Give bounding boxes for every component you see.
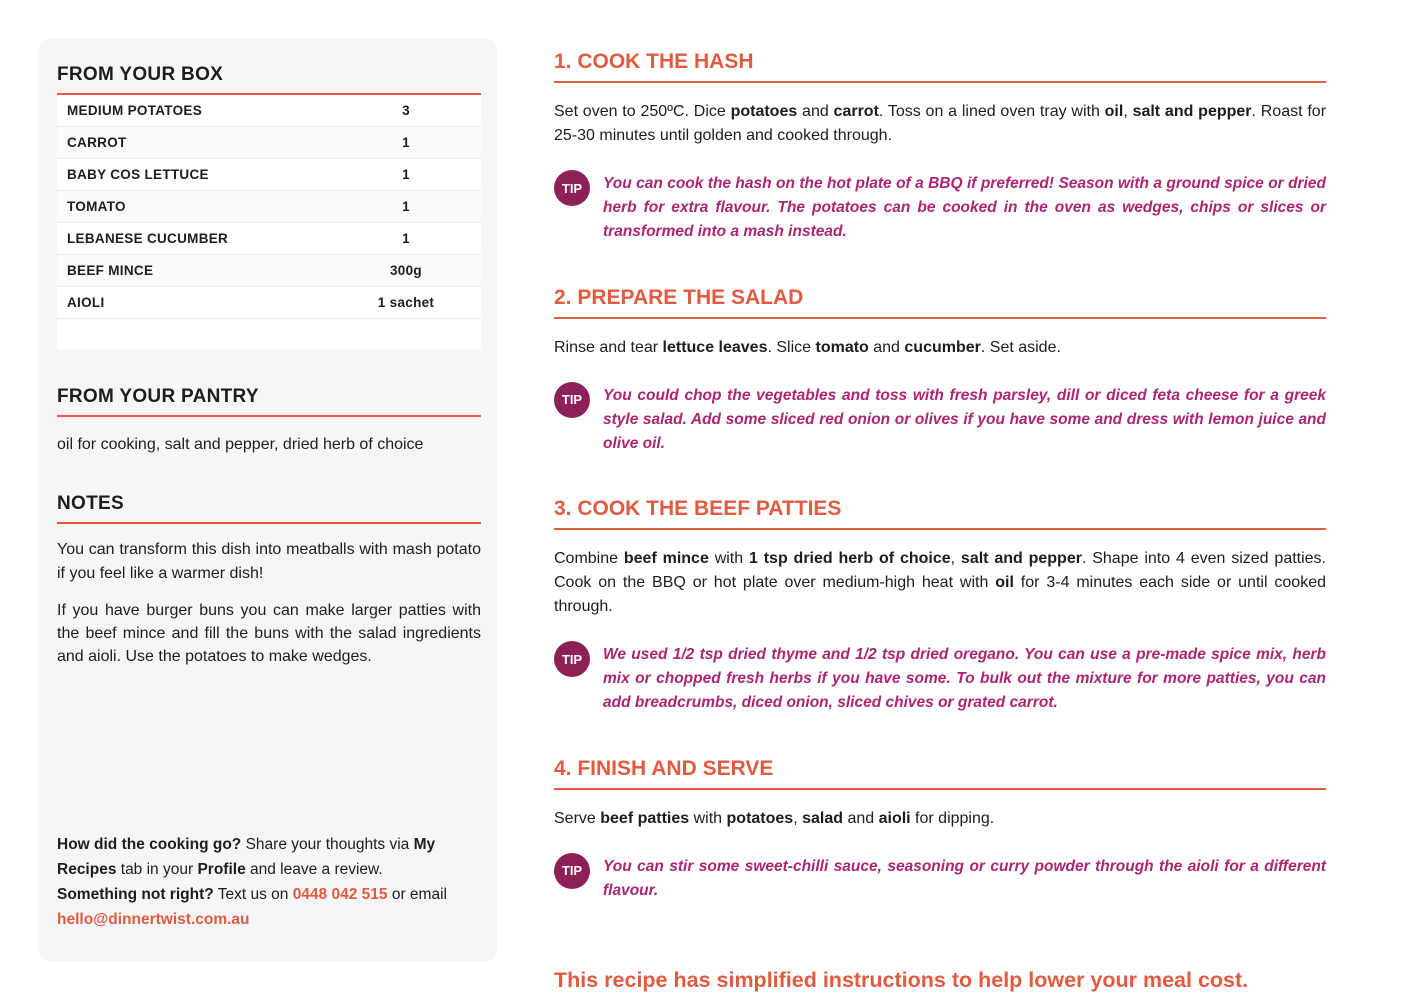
ingredients-table <box>57 95 481 349</box>
step-2-title: 2. PREPARE THE SALAD <box>554 285 804 309</box>
ingredient-qty: 1 <box>402 135 410 150</box>
tip-badge-icon: TIP <box>554 641 590 677</box>
ingredient-name: BEEF MINCE <box>67 263 154 278</box>
table-row <box>57 255 481 287</box>
tip-badge-icon: TIP <box>554 170 590 206</box>
text-segment: beef mince <box>623 550 709 568</box>
text-segment: carrot <box>833 103 879 120</box>
ingredient-qty: 1 <box>402 231 410 246</box>
step-1-divider <box>554 81 1326 83</box>
text-segment: Profile <box>197 860 246 878</box>
text-segment: Set oven to 250ºC. Dice <box>554 103 731 120</box>
ingredient-name: LEBANESE CUCUMBER <box>67 231 229 246</box>
text-segment: for 3-4 minutes each side or until cooked through. <box>554 574 1326 616</box>
tip-text: You can stir some sweet-chilli sauce, seasoning or curry powder through the aioli for a different flavour. <box>603 857 1326 899</box>
text-segment: with <box>689 809 727 827</box>
text-segment: potatoes <box>730 103 798 120</box>
pantry-title-divider <box>57 415 481 417</box>
ingredient-qty: 1 sachet <box>377 295 435 310</box>
sidebar-panel <box>38 38 497 962</box>
step-4-tip <box>554 853 1326 903</box>
notes-title-divider <box>57 522 481 524</box>
notes-title: NOTES <box>57 493 124 515</box>
text-segment: . Toss on a lined oven tray with <box>878 103 1105 120</box>
email-link[interactable]: hello@dinnertwist.com.au <box>57 910 250 928</box>
text-segment: . Roast for 25-30 minutes until golden and cooked through. <box>554 103 1327 144</box>
table-row <box>57 287 481 319</box>
text-segment: 1 tsp dried herb of choice <box>748 550 951 568</box>
text-segment: Text us on <box>213 885 293 903</box>
step-4-section <box>554 757 1326 903</box>
text-segment: How did the cooking go? <box>57 835 242 853</box>
tip-badge-icon: TIP <box>554 853 590 889</box>
text-segment: lettuce leaves <box>662 338 768 356</box>
ingredient-name: BABY COS LETTUCE <box>67 167 209 182</box>
ingredient-qty: 1 <box>402 167 410 182</box>
text-segment: . Shape into 4 even sized patties. Cook on the BBQ or hot plate over medium-high heat with <box>554 550 1327 592</box>
text-segment: , <box>950 550 961 568</box>
step-1-title: 1. COOK THE HASH <box>554 50 754 73</box>
step-1-section <box>554 50 1326 245</box>
text-segment: . Slice <box>767 338 816 356</box>
text-segment: Something not right? <box>57 885 214 903</box>
ingredient-name: TOMATO <box>67 199 126 214</box>
ingredient-name: AIOLI <box>67 295 105 310</box>
text-segment: Rinse and tear <box>554 338 663 356</box>
step-3-tip <box>554 641 1326 716</box>
tip-text: You could chop the vegetables and toss with fresh parsley, dill or diced feta cheese for a greek style salad. Add some sliced red onion or olives if you have some and dress with lemon juice and olive oil. <box>603 386 1326 452</box>
text-segment: and <box>868 338 905 356</box>
box-title: FROM YOUR BOX <box>57 64 224 85</box>
closing-note: This recipe has simplified instructions to help lower your meal cost. <box>554 967 1249 992</box>
step-4-divider <box>554 788 1326 790</box>
ingredient-qty: 300g <box>390 263 422 278</box>
step-3-title: 3. COOK THE BEEF PATTIES <box>554 497 842 521</box>
text-segment: salt and pepper <box>1132 103 1252 120</box>
text-segment: and leave a review. <box>245 860 383 878</box>
pantry-text: oil for cooking, salt and pepper, dried herb of choice <box>57 436 424 453</box>
instructions-column <box>554 38 1327 992</box>
text-segment: , <box>1123 103 1133 120</box>
ingredient-name: MEDIUM POTATOES <box>67 103 203 118</box>
text-segment: or email <box>387 885 447 903</box>
text-segment: , <box>793 809 803 827</box>
table-row <box>57 127 481 159</box>
phone-link[interactable]: 0448 042 515 <box>292 885 388 903</box>
text-segment: salad <box>802 809 843 827</box>
step-4-body <box>554 807 1326 831</box>
step-2-body <box>554 336 1326 360</box>
text-segment: Share your thoughts via <box>241 835 414 853</box>
tip-badge-icon: TIP <box>554 382 590 418</box>
text-segment: for dipping. <box>910 809 995 827</box>
step-3-body <box>554 547 1326 619</box>
step-1-body <box>554 100 1326 148</box>
step-2-divider <box>554 317 1326 319</box>
table-empty-row <box>57 319 481 349</box>
text-segment: tomato <box>815 338 869 356</box>
step-2-section <box>554 286 1326 457</box>
note-paragraph: You can transform this dish into meatballs with mash potato if you feel like a warmer dish! <box>57 541 481 582</box>
text-segment: oil <box>995 574 1014 592</box>
step-2-tip <box>554 382 1326 457</box>
step-3-section <box>554 497 1326 716</box>
text-segment: with <box>708 550 749 568</box>
ingredient-qty: 1 <box>402 199 410 214</box>
text-segment: tab in your <box>116 860 198 878</box>
step-4-title: 4. FINISH AND SERVE <box>554 756 774 780</box>
table-row <box>57 223 481 255</box>
feedback-line-1 <box>57 832 481 882</box>
tip-text: You can cook the hash on the hot plate of a BBQ if preferred! Season with a ground spice or dried herb for extra flavour. The potatoes can be cooked in the oven as wedges, chips or slices or transformed into a mash instead. <box>603 175 1326 241</box>
step-1-tip <box>554 170 1326 245</box>
table-row <box>57 159 481 191</box>
text-segment: salt and pepper <box>960 550 1082 568</box>
text-segment: Serve <box>554 809 601 827</box>
text-segment: aioli <box>878 809 911 827</box>
feedback-line-2 <box>57 882 481 932</box>
ingredient-name: CARROT <box>67 135 127 150</box>
ingredient-qty: 3 <box>402 103 410 118</box>
note-paragraph: If you have burger buns you can make larger patties with the beef mince and fill the buns with the salad ingredients and aioli. Use the potatoes to make wedges. <box>57 601 481 666</box>
table-row <box>57 95 481 127</box>
feedback-footer <box>57 832 481 932</box>
text-segment: and <box>797 103 834 120</box>
step-3-divider <box>554 528 1326 530</box>
text-segment: oil <box>1104 103 1124 120</box>
text-segment: potatoes <box>726 809 794 827</box>
text-segment: My Recipes <box>57 835 436 878</box>
text-segment: and <box>843 809 879 827</box>
table-row <box>57 191 481 223</box>
tip-text: We used 1/2 tsp dried thyme and 1/2 tsp dried oregano. You can use a pre-made spice mix, herb mix or chopped fresh herbs if you have some. To bulk out the mixture for more patties, you can add breadcrumbs, diced onion, sliced chives or grated carrot. <box>603 646 1326 712</box>
text-segment: beef patties <box>600 809 690 827</box>
text-segment: cucumber <box>904 338 981 356</box>
text-segment: . Set aside. <box>980 338 1061 356</box>
text-segment: Combine <box>554 550 624 568</box>
pantry-title: FROM YOUR PANTRY <box>57 386 259 407</box>
